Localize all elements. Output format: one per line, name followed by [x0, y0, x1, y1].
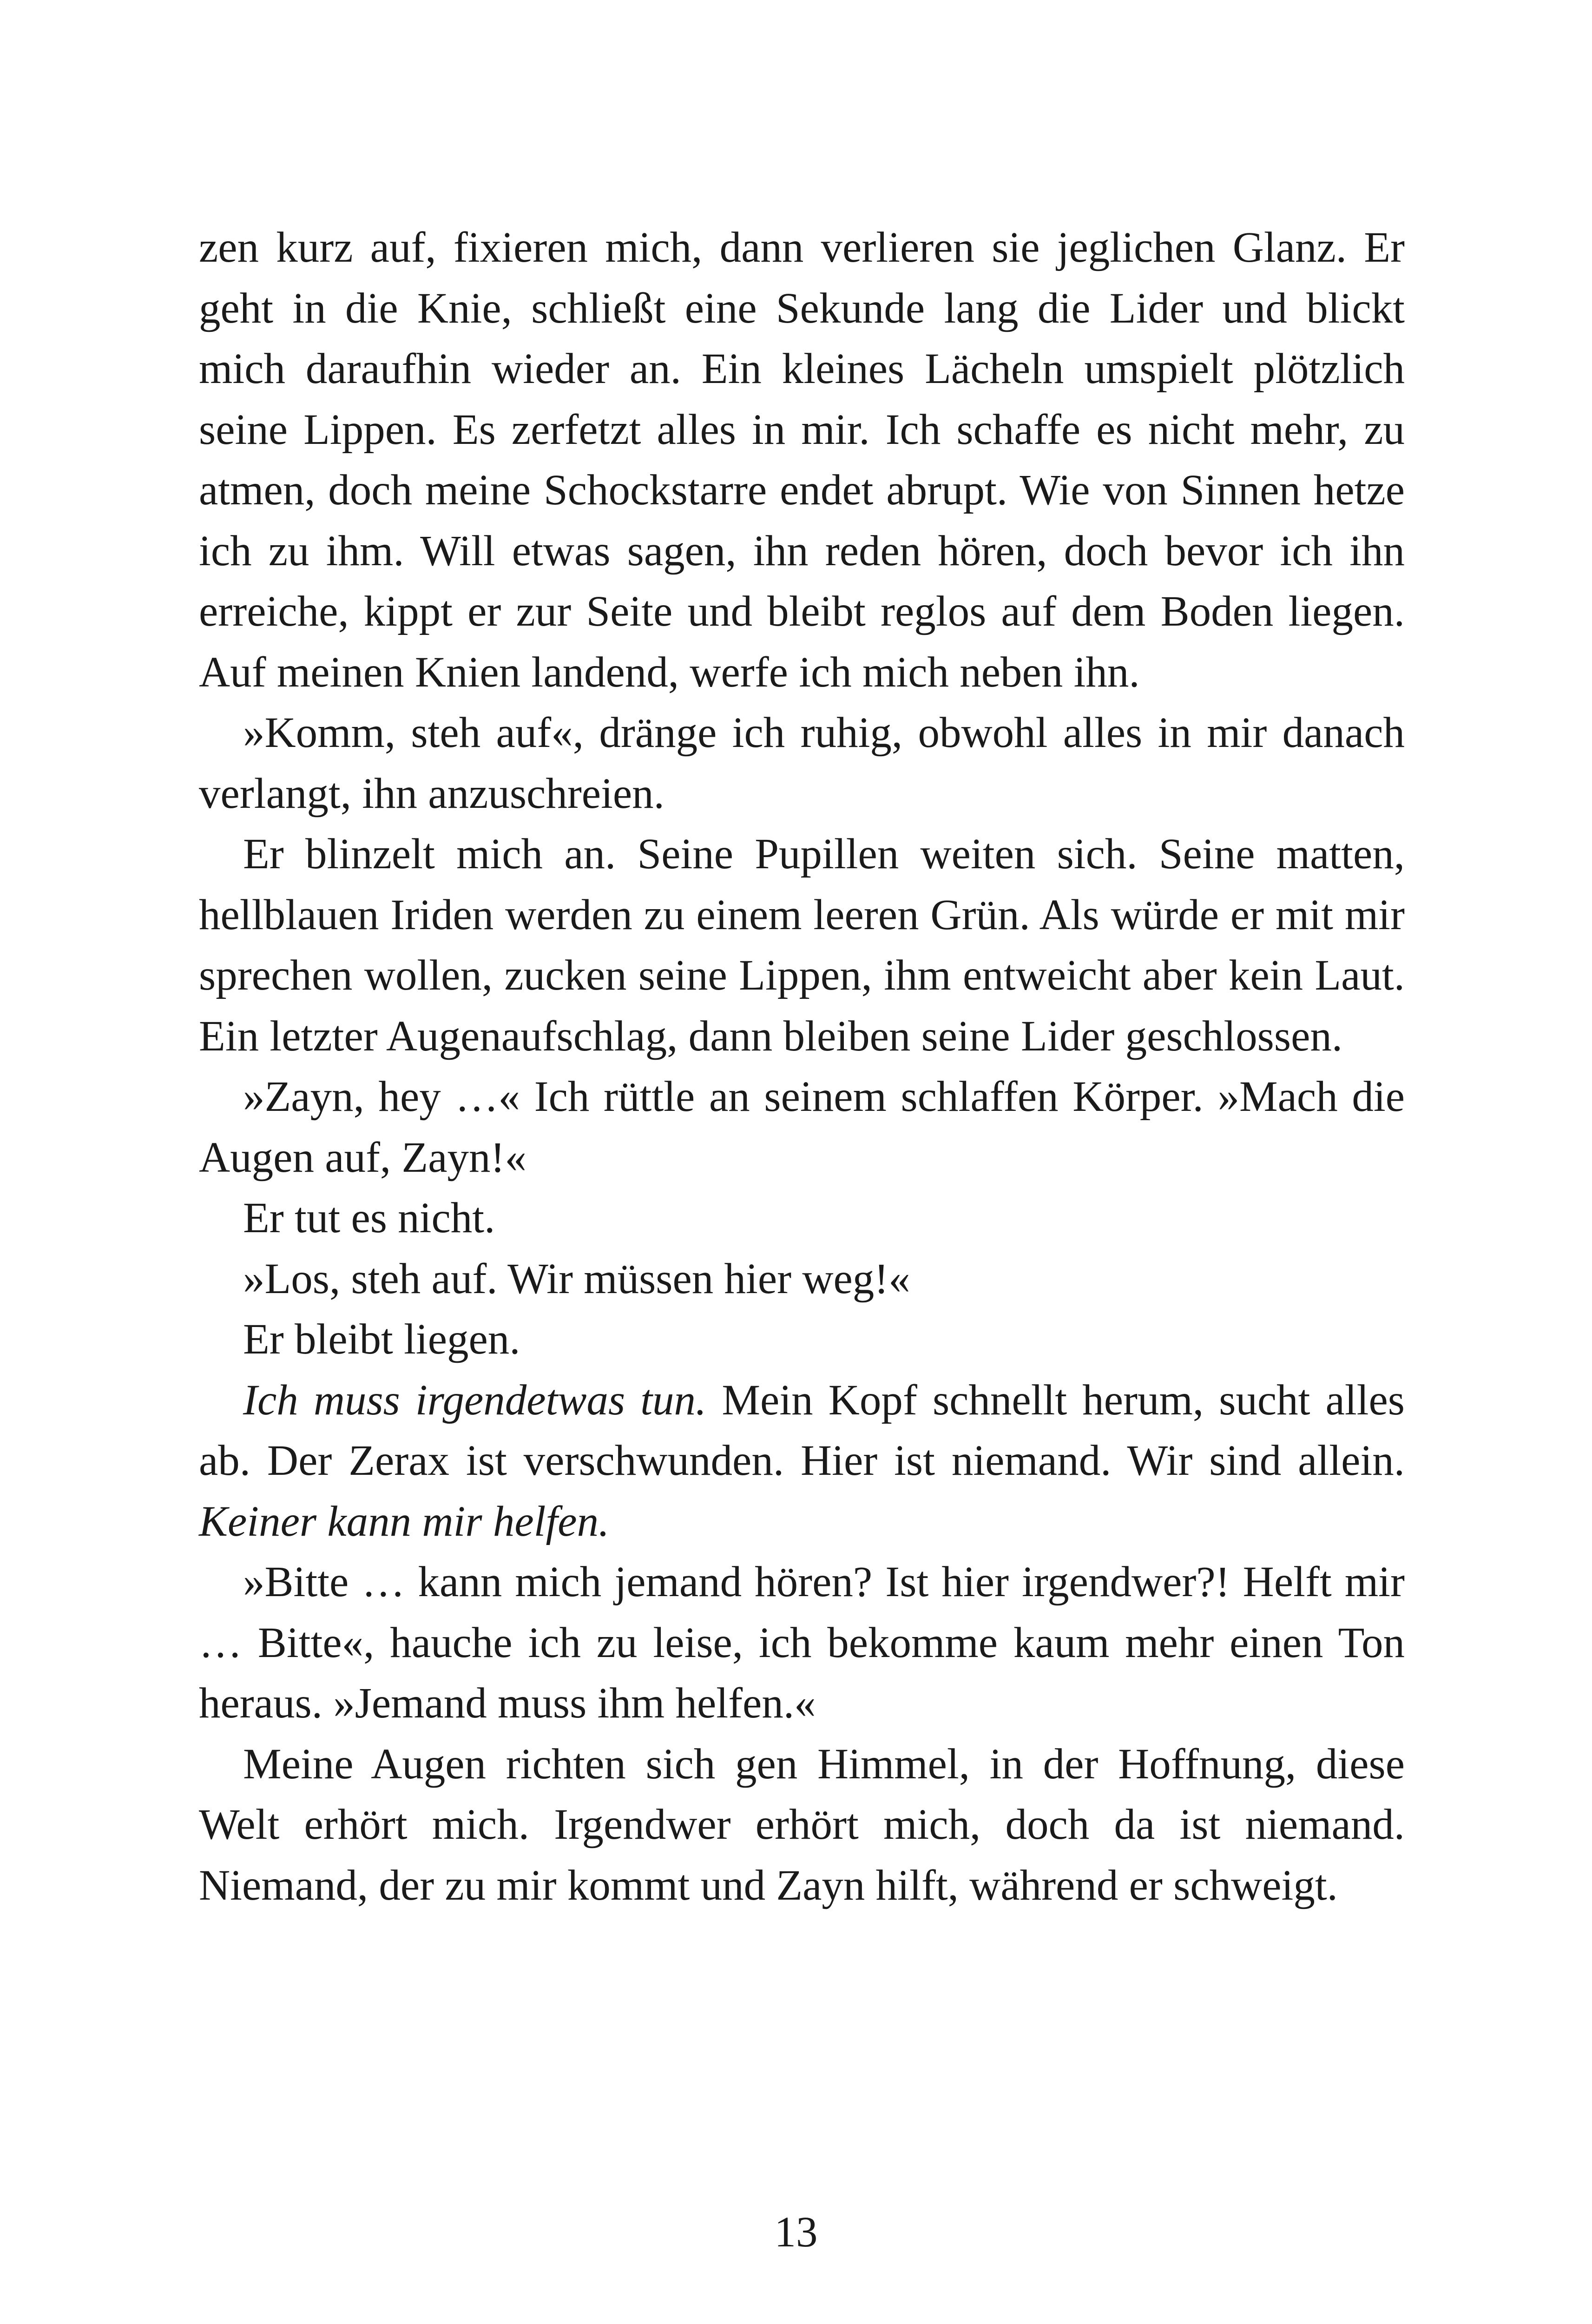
paragraph [199, 1309, 1405, 1370]
text-run: Er blinzelt mich an. Seine Pupillen weiten sich. Seine matten, hellblauen Iriden werden zu einem leeren Grün. Als würde er mit mir sprechen wollen, zucken seine Lippen, ihm entweicht aber kein Laut. Ein letzter Augenaufschlag, dann bleiben seine Lider geschlossen. [199, 830, 1405, 1060]
paragraph [199, 1552, 1405, 1734]
text-run: »Bitte … kann mich jemand hören? Ist hier irgendwer?! Helft mir … Bitte«, hauche ich zu leise, ich bekomme kaum mehr einen Ton heraus. »Jemand muss ihm helfen.« [199, 1558, 1405, 1727]
paragraph [199, 1249, 1405, 1310]
paragraph [199, 703, 1405, 824]
page-number: 13 [774, 2208, 818, 2256]
text-run: Er bleibt liegen. [243, 1315, 520, 1363]
text-run: Mein Kopf schnellt herum, sucht alles ab. Der Zerax ist verschwunden. Hier ist niemand. Wir sind allein. [199, 1376, 1405, 1485]
text-run: zen kurz auf, fixieren mich, dann verlieren sie jeglichen Glanz. Er geht in die Knie, schließt eine Sekunde lang die Lider und blickt mich daraufhin wieder an. Ein kleines Lächeln umspielt plötzlich seine Lippen. Es zerfetzt alles in mir. Ich schaffe es nicht mehr, zu atmen, doch meine Schockstarre endet abrupt. Wie von Sinnen hetze ich zu ihm. Will etwas sagen, ihn reden hören, doch bevor ich ihn erreiche, kippt er zur Seite und bleibt reglos auf dem Boden liegen. Auf meinen Knien landend, werfe ich mich neben ihn. [199, 224, 1405, 696]
italic-text-run: Keiner kann mir helfen. [199, 1497, 610, 1545]
paragraph [199, 218, 1405, 703]
paragraph [199, 1188, 1405, 1249]
text-run: Er tut es nicht. [243, 1194, 495, 1242]
text-run: »Komm, steh auf«, dränge ich ruhig, obwohl alles in mir danach verlangt, ihn anzuschreien. [199, 709, 1405, 818]
text-run: »Zayn, hey …« Ich rüttle an seinem schlaffen Körper. »Mach die Augen auf, Zayn!« [199, 1073, 1405, 1182]
paragraph [199, 1067, 1405, 1188]
text-run: »Los, steh auf. Wir müssen hier weg!« [243, 1254, 910, 1303]
paragraph [199, 824, 1405, 1067]
italic-text-run: Ich muss irgendetwas tun. [243, 1376, 707, 1424]
text-run: Meine Augen richten sich gen Himmel, in der Hoffnung, diese Welt erhört mich. Irgendwer erhört mich, doch da ist niemand. Niemand, der zu mir kommt und Zayn hilft, während er schweigt. [199, 1740, 1405, 1909]
paragraph [199, 1734, 1405, 1916]
paragraph [199, 1370, 1405, 1552]
body-text [199, 218, 1405, 1916]
